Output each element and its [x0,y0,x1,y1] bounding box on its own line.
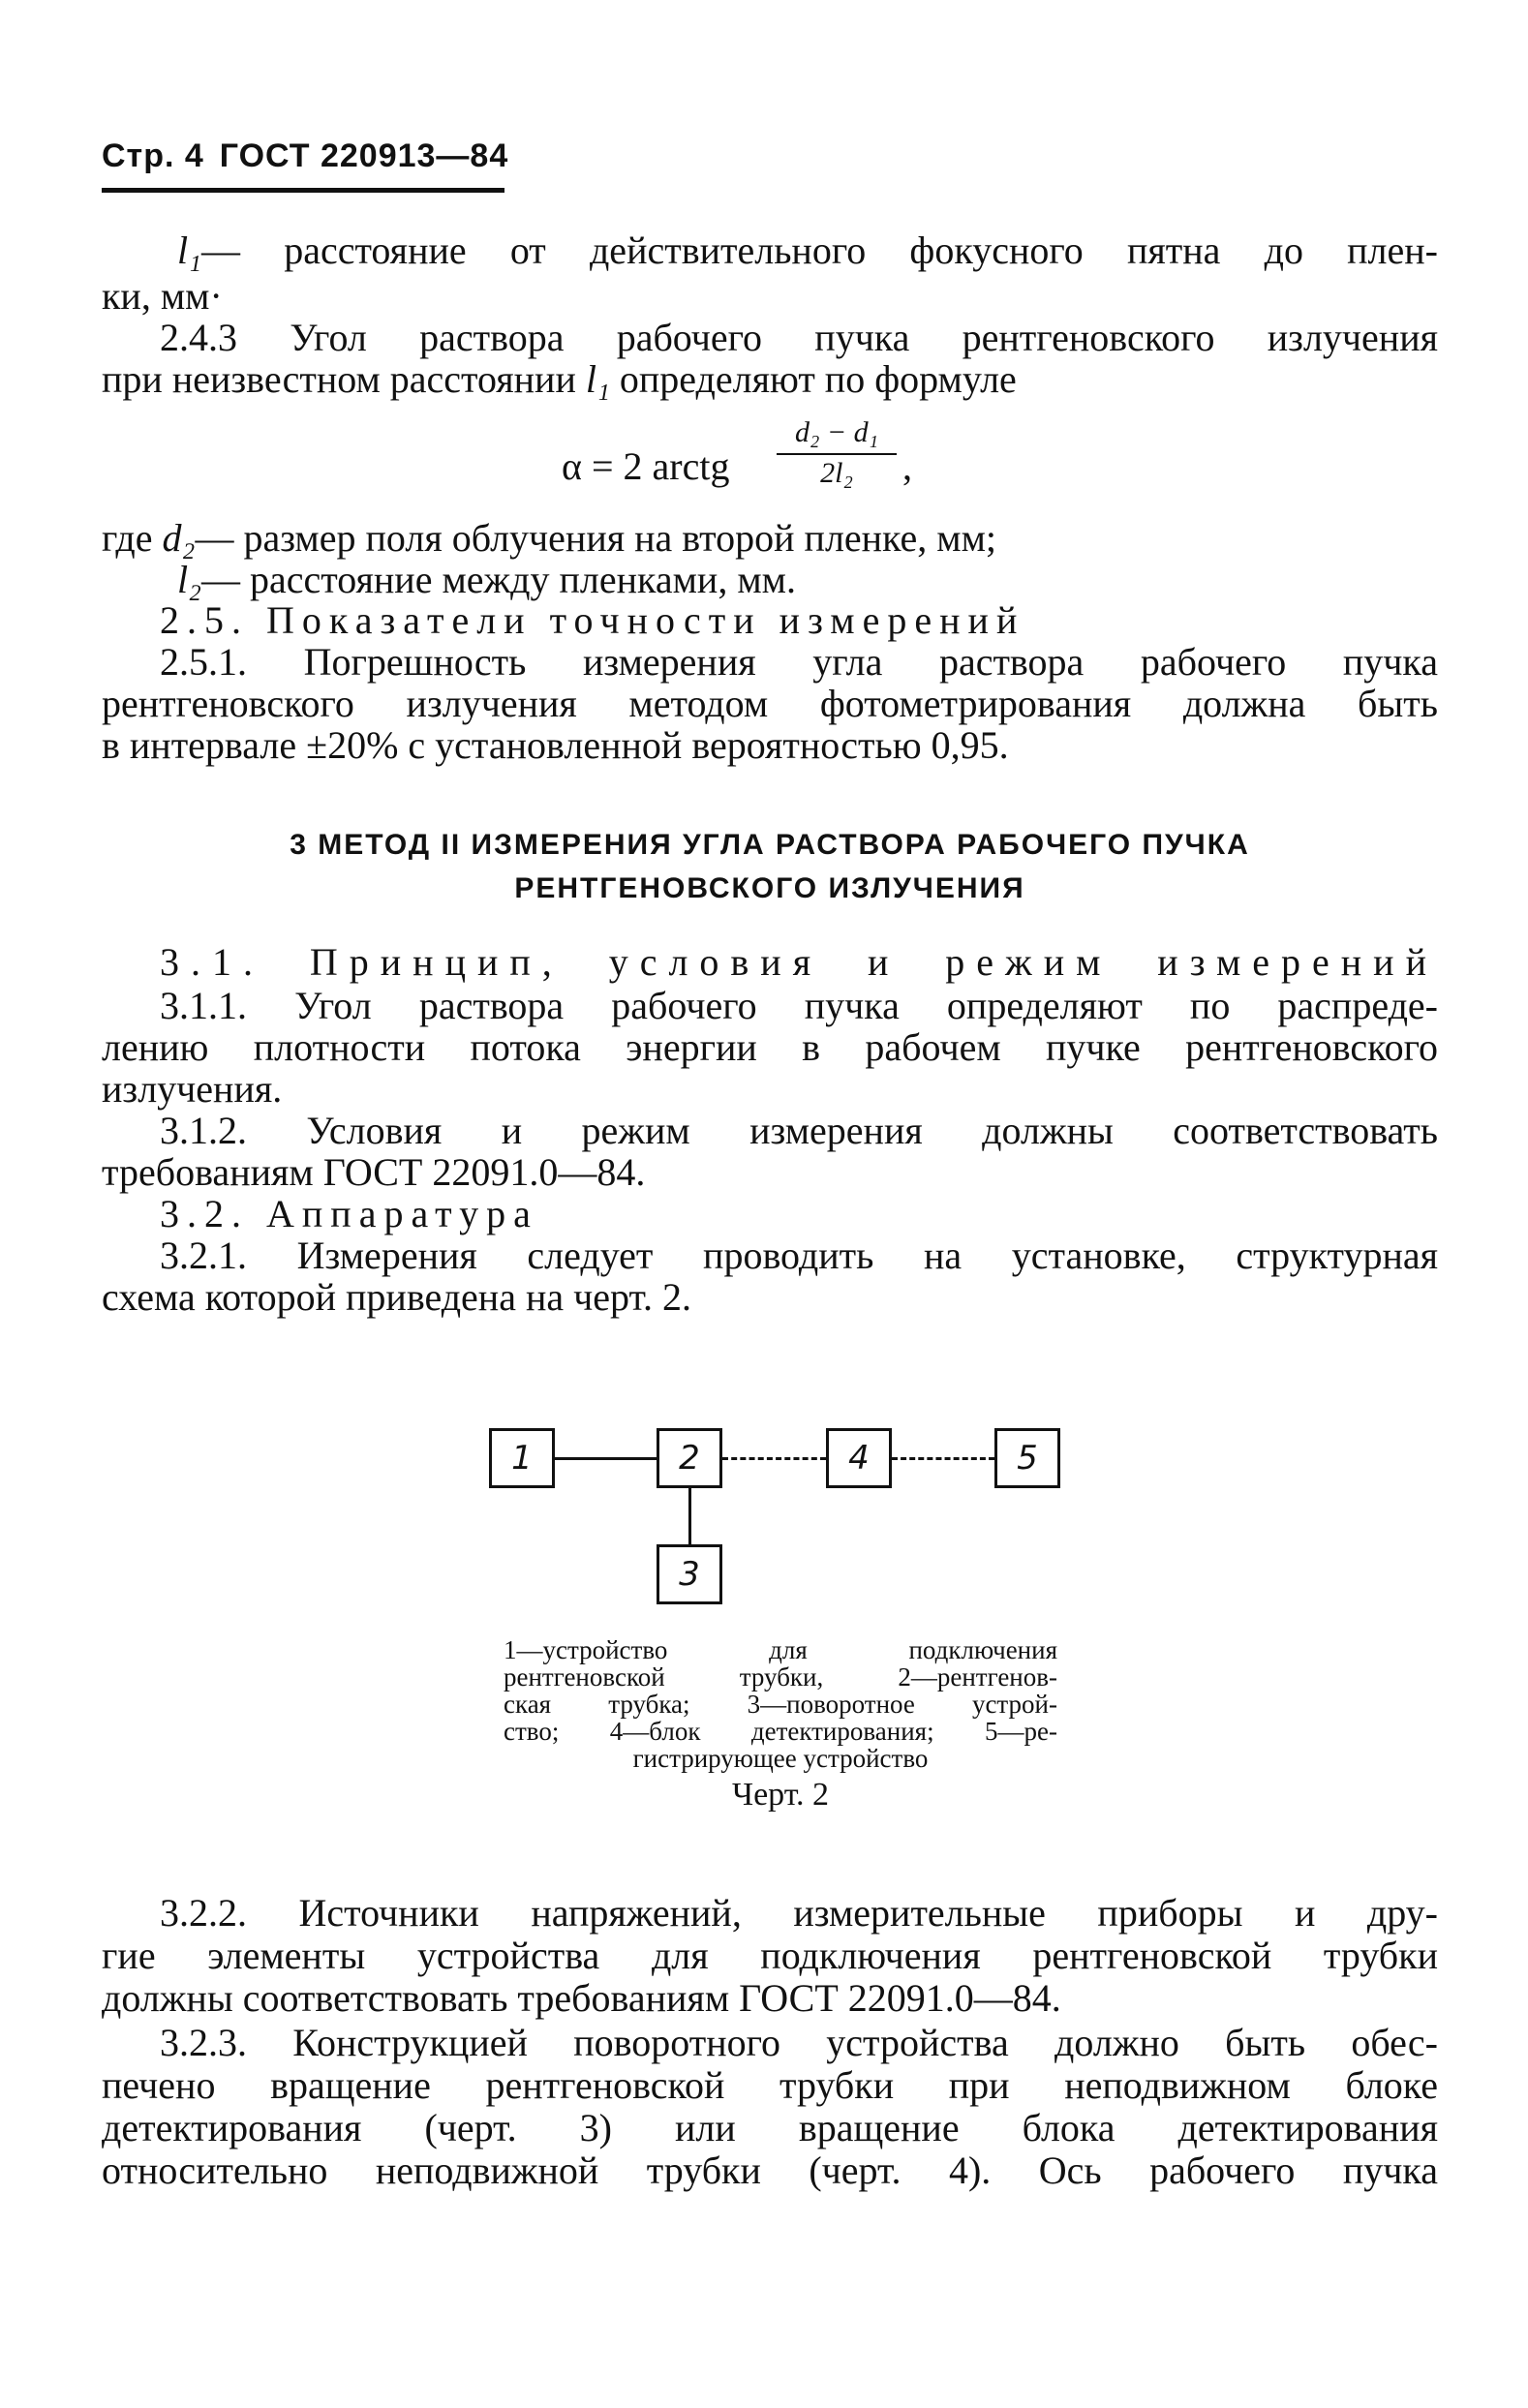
text-line: излучения. [102,1067,283,1111]
subsection-heading: 2.5. Показатели точности измерений [160,598,1025,642]
subsection-heading: 3.2. Аппаратура [160,1192,538,1235]
text-line: где d₂— размер поля облучения на второй пленке, мм; [102,516,996,560]
text-line: 3.1.1. Угол раствора рабочего пучка определяют по распреде- [160,984,1438,1027]
connector-2-4 [722,1457,826,1460]
connector-4-5 [892,1457,994,1460]
block-diagram [479,1418,1080,1612]
text-line: схема которой приведена на черт. 2. [102,1275,691,1319]
formula-denominator: 2l₂ [820,457,853,489]
caption-line: гистрирующее устройство [632,1744,929,1773]
text-line: 3.2.3. Конструкцией поворотного устройства должно быть обес- [160,2021,1438,2064]
caption-line: рентгеновской трубки, 2—рентгенов- [504,1662,1057,1692]
formula-comma: , [902,444,912,488]
text-line: ки, мм· [102,274,223,318]
text-line: детектирования (черт. 3) или вращение блока детектирования [102,2106,1438,2149]
connector-2-3 [688,1488,691,1544]
caption-line: ство; 4—блок детектирования; 5—ре- [504,1717,1057,1746]
text-line: должны соответствовать требованиям ГОСТ 22091.0—84. [102,1976,1061,2020]
diagram-block-3: 3 [657,1544,722,1604]
page-number: Стр. 4 [102,137,204,174]
diagram-block-1: 1 [489,1428,555,1488]
text-line: относительно неподвижной трубки (черт. 4). Ось рабочего пучка [102,2149,1438,2192]
text-line: 3.1.2. Условия и режим измерения должны соответствовать [160,1109,1438,1152]
fraction-bar [777,453,897,455]
text-line: l₁— расстояние от действительного фокусного пятна до плен- [177,229,1438,272]
text-line: гие элементы устройства для подключения рентгеновской трубки [102,1934,1438,1977]
text-line: лению плотности потока энергии в рабочем пучке рентгеновского [102,1025,1438,1069]
text-line: l₂— расстояние между пленками, мм. [177,558,796,601]
text-line: 3.2.1. Измерения следует проводить на установке, структурная [160,1234,1438,1277]
section-title: РЕНТГЕНОВСКОГО ИЗЛУЧЕНИЯ [514,872,1025,904]
text-line: печено вращение рентгеновской трубки при неподвижном блоке [102,2063,1438,2107]
text-line: рентгеновского излучения методом фотометрирования должна быть [102,682,1438,725]
standard-number: ГОСТ 220913—84 [219,137,509,174]
caption-line: ская трубка; 3—поворотное устрой- [504,1690,1057,1719]
diagram-block-2: 2 [657,1428,722,1488]
page-header [102,137,508,175]
figure-caption [504,1636,1057,1772]
text-line: 2.4.3 Угол раствора рабочего пучка рентгеновского излучения [160,316,1438,359]
text-line: 3.2.2. Источники напряжений, измерительные приборы и дру- [160,1891,1438,1935]
section-title: 3 МЕТОД II ИЗМЕРЕНИЯ УГЛА РАСТВОРА РАБОЧЕГО ПУЧКА [290,829,1250,861]
subsection-heading: 3.1. Принцип, условия и режим измерений [160,940,1438,984]
text-line: в интервале ±20% с установленной вероятностью 0,95. [102,723,1009,767]
diagram-block-4: 4 [826,1428,892,1488]
header-rule [102,188,504,193]
formula-numerator: d₂ − d₁ [794,416,879,448]
figure-title: Черт. 2 [731,1777,830,1813]
text-line: требованиям ГОСТ 22091.0—84. [102,1150,646,1194]
formula-fraction [777,416,897,490]
text-line: 2.5.1. Погрешность измерения угла раствора рабочего пучка [160,640,1438,684]
diagram-block-5: 5 [994,1428,1060,1488]
connector-1-2 [555,1457,657,1460]
text-line: при неизвестном расстоянии l₁ определяют по формуле [102,357,1017,401]
formula-lhs: α = 2 arctg [562,444,730,488]
caption-line: 1—устройство для подключения [504,1635,1057,1664]
